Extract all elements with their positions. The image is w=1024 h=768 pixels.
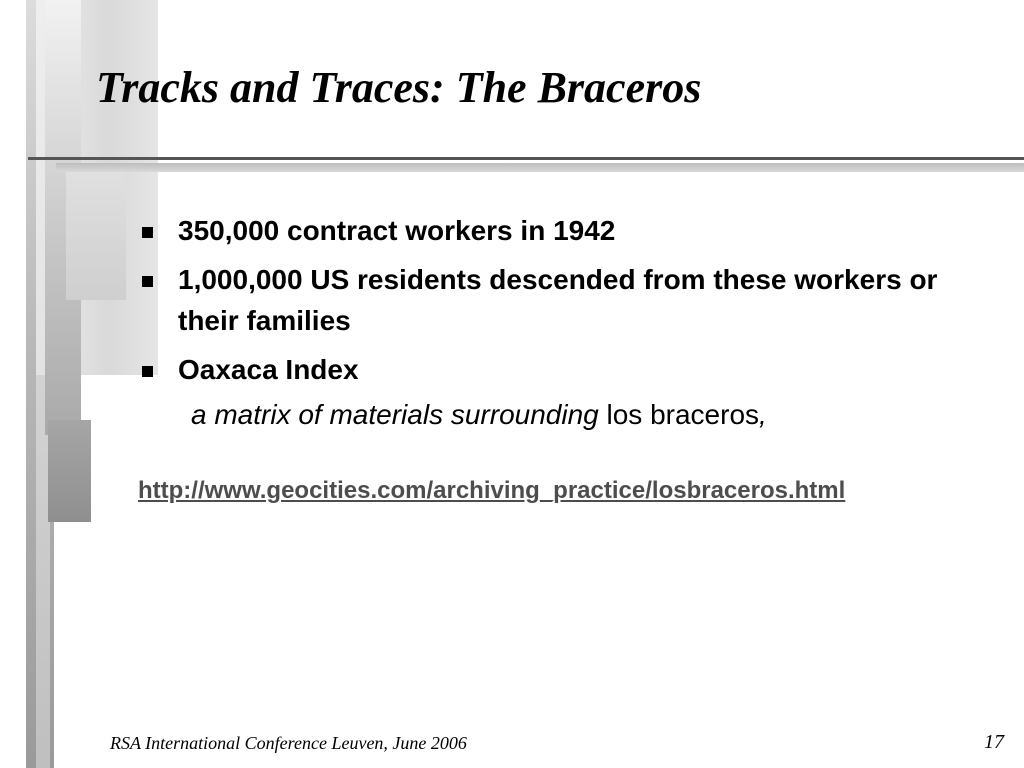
bullet-list bbox=[138, 210, 998, 390]
page-number: 17 bbox=[984, 731, 1004, 753]
square-bullet-icon bbox=[142, 227, 153, 238]
bullet-text: 350,000 contract workers in 1942 bbox=[178, 215, 616, 246]
bullet-item bbox=[138, 349, 998, 390]
decorative-bar bbox=[66, 170, 126, 300]
title-divider bbox=[28, 157, 1024, 160]
footer-conference: RSA International Conference Leuven, June 2006 bbox=[110, 733, 467, 753]
slide-title: Tracks and Traces: The Braceros bbox=[96, 63, 702, 112]
slide-content bbox=[138, 210, 998, 505]
sub-item-italic: a matrix of materials surrounding bbox=[191, 399, 599, 430]
sub-item bbox=[138, 394, 998, 435]
square-bullet-icon bbox=[142, 366, 153, 377]
bullet-text: 1,000,000 US residents descended from these workers or their families bbox=[178, 264, 938, 336]
bullet-item bbox=[138, 210, 998, 251]
sub-item-plain: los braceros bbox=[598, 399, 760, 430]
square-bullet-icon bbox=[142, 276, 153, 287]
title-divider-shadow bbox=[56, 163, 1024, 172]
sub-item-trailing: , bbox=[759, 399, 767, 430]
decorative-bar bbox=[48, 420, 91, 522]
bullet-text: Oaxaca Index bbox=[178, 354, 359, 385]
bullet-item bbox=[138, 259, 998, 341]
archive-link[interactable]: http://www.geocities.com/archiving_practice/losbraceros.html bbox=[138, 477, 846, 504]
